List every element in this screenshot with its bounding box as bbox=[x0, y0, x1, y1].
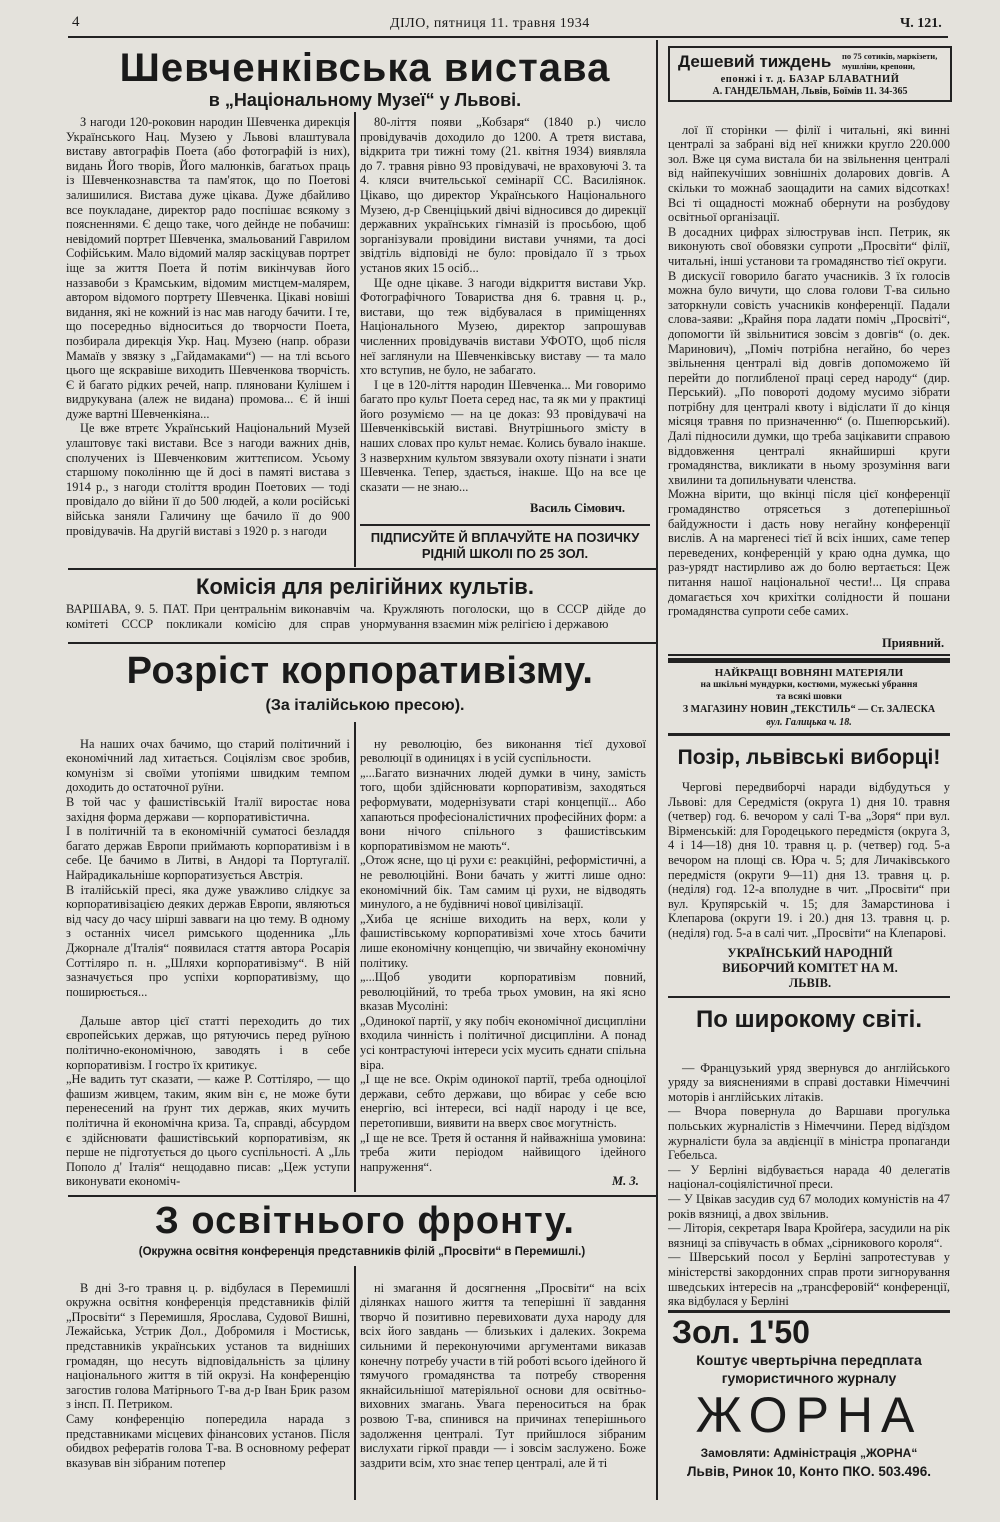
column-rule bbox=[354, 1266, 356, 1500]
zhorna-name-text: ЖОРНА bbox=[695, 1387, 923, 1443]
education-title: З освітнього фронту. bbox=[155, 1200, 575, 1242]
education-subtitle: (Окружна освітня конференція представників філій „Просвіти“ в Перемишлі.) bbox=[138, 1246, 586, 1258]
paragraph: — Французький уряд звернувся до англійського уряду за вияснениями в справі доставки Німеччині моторів і англійських літаків. — Вчора повернула до Варшави прогулька польських журналістів з Німеччини. Перед відїздом журналісти була за авдієнції в міністра пропаганди Гебельса. — У Берліні відбувається нарада 40 делегатів націонал-соціялістичної преси. — У Цвікав засудив суд 67 молодих комуністів на 47 років вязниці, а двох звільнив. — Літорія, секретаря Івара Кройґера, засудили на рік вязниці за співучасть в обмах „сірникового короля“. — Шверський посол у Берліні запротестував у міністерстві закордонних справ проти зигнорування шведських інтересів на „трансферовій“ конференції, яка відбулася у Берліні bbox=[668, 1060, 950, 1308]
section-rule bbox=[68, 1195, 656, 1197]
cheap-week-title: Дешевий тиждень bbox=[678, 52, 832, 71]
education-signature: Приявний. bbox=[882, 636, 945, 650]
paragraph: 80-ліття появи „Кобзаря“ (1840 р.) число провідувачів доходило до 1200. А третя вистава, відкрита три тижні тому (21. квітня 1934) виявляла до 7. травня рівно 93 провідувачі, не враховуючі 3. та 4. кляси вчительської семінарії СС. Василіянок. Цікаво, що директор Українського Національного Музею, д-р Свенціцький двічі відносився до дирекції державних українських гімназій із просьбою, щоб зорганізували провідини вистави учнями, та досі звідтіль відповіді не було: провідало її з трьох установ яких 15 осіб... bbox=[360, 115, 646, 275]
corporatism-signature: М. З. bbox=[612, 1174, 639, 1188]
section-rule bbox=[668, 1310, 950, 1313]
zhorna-price: Зол. 1'50 bbox=[672, 1314, 810, 1350]
shevchenko-signature: Василь Сімович. bbox=[530, 501, 626, 515]
zhorna-line3: Замовляти: Адміністрація „ЖОРНА“ bbox=[700, 1446, 918, 1460]
textile-line5: вул. Галицька ч. 18. bbox=[766, 717, 852, 728]
education-col1 bbox=[66, 1266, 350, 1498]
notice-rule bbox=[360, 524, 650, 526]
section-rule bbox=[668, 996, 950, 998]
paragraph: З нагоди 120-роковин народин Шевченка дирекція Українського Нац. Музею у Львові влаштувала виставу автографів Поета (або фотографій із них), видань Його творів, Його малюнків, багатьох праць із Шевченкознавства та пам'яток, що по Поетові залишилися. Вистава дуже цікава. Дуже дбайливо все поукладане, директор радо поспішає всякому з поясненнями. Є дещо таке, чого дейнде не побачиш: невідомий портрет Шевченка, змальований Гаврилом Софійським. Мало відомий маляр заскіцував портрет іще за життя Поета й потім викінчував його наззавоби з Крамським, відомим мистцем-малярем, автором відомого портрету Шевченка. Цікаві новіші видання, які не кожний із нас мав нагоду бачити. І те, що посередньо відноситься до творчости Поета, позбирала дирекція Укр. Нац. Музею (напр. образи Мамаїв у звязку з „Гайдамаками“) — на тлі всього цього ще яскравіше виходить Шевченкова творчість. Є й багато рідких речей, напр. пляновани Кулішем і видрукувана (алеж не видана) промова... Є й інші дуже вартні Шевченкіяна... bbox=[66, 115, 350, 421]
education-col3 bbox=[668, 108, 950, 643]
cheap-week-ad bbox=[668, 46, 952, 102]
paragraph: В дні 3-го травня ц. р. відбулася в Перемишлі окружна освітня конференція представників філій „Просвіти“ з Перемишля, Ярослава, Судової Вишні, Лежайська, Устрик Дол., Добромиля і Мостиськ, представників українських установ та видніших громадян, що несуть відповідальність за цілину національного життя в тій окрузі. На конференцію загостив голова Матірнього Т-ва д-р Іван Брик разом з інсп. П. Петриком. Саму конференцію попередила нарада з представниками місцевих фінансових установ. Після обидвох рефератів голова Т-ва. В основному реферат вказував він зібраним потепер bbox=[66, 1280, 350, 1470]
textile-ad bbox=[668, 658, 950, 736]
issue-number: Ч. 121. bbox=[900, 16, 942, 31]
column-rule bbox=[354, 722, 356, 1192]
cheap-week-side: по 75 сотиків, маркізети, мушліни, крепони, bbox=[842, 51, 938, 71]
textile-line2: на шкільні мундурки, костюми, мужеські убрання bbox=[700, 680, 918, 690]
paragraph: На наших очах бачимо, що старий політичний і економічний лад хитається. Соціялізм своє зробив, комунізм зі своїми утопіями швидким темпом доходить до остаточної руїни. В той час у фашистівській Італії виростає нова західня форма держави — корпоративістична. І в політичній та в економічній суматосі безладдя багато держав Европи приймають корпоративізм і в себе. Це бачимо в Литві, в Андорі та Португалії. Найрадикальніше корпоратизується Австрія. В італійській пресі, яка дуже уважливо слідкує за корпоративізацією деяких держав Европи, являються від часу до часу шірші завваги на цю тему. В одному з останніх чисел римського щоденника „Іль Джорнале д'Італія“ появилася стаття автора Росарія Соттіляро п. н. „Шляхи корпоративізму“. В ній зазначується про успіхи корпоративізму, що поширюється... bbox=[66, 736, 350, 999]
corporatism-col2 bbox=[360, 722, 646, 1174]
zhorna-line2: гумористичного журналу bbox=[721, 1370, 897, 1386]
corporatism-title: Розріст корпоративізму. bbox=[126, 650, 594, 692]
textile-line3: та всякі шовки bbox=[776, 692, 842, 702]
paragraph: Дальше автор цієї статті переходить до тих європейських держав, що рятуючись перед руїною політично-економічною, заводять і в себе корпоративізм. І гостро їх критикує. „Не вадить тут сказати, — каже Р. Соттіляро, — що фашизм живцем, таким, яким він є, не може бути перенесений на ґрунт тих держав, яких мучить політична й економічна криза. Та, справді, абсурдом є здійснювати фашистівський корпоративізм, як перше не підготується до цього суспільності. А „Іль Пополо д' Італія“ нещодавно писав: „Цеж уступи виконувати економіч- bbox=[66, 1013, 350, 1189]
textile-line1: НАЙКРАЩІ ВОВНЯНІ МАТЕРІЯЛИ bbox=[714, 667, 904, 679]
subscribe-notice: ПІДПИСУЙТЕ Й ВПЛАЧУЙТЕ НА ПОЗИЧКУ РІДНІЙ ШКОЛІ ПО 25 ЗОЛ. bbox=[370, 530, 640, 561]
cheap-week-line3: А. ГАНДЕЛЬМАН, Львів, Боїмів 11. 34-365 bbox=[712, 86, 908, 97]
commission-title: Комісія для релігійних культів. bbox=[196, 574, 534, 599]
world-title: По широкому світі. bbox=[695, 1006, 922, 1033]
world-text bbox=[668, 1046, 950, 1308]
zhorna-name bbox=[668, 1386, 950, 1444]
column-rule bbox=[354, 112, 356, 567]
voters-title: Позір, львівські виборці! bbox=[677, 746, 941, 769]
masthead: ДІЛО, пятниця 11. травня 1934 bbox=[390, 16, 590, 31]
section-rule bbox=[668, 654, 950, 656]
paragraph: Це вже втретє Український Національний Музей улаштовує такі вистави. Все з нагоди важних днів, сполучених із Шевченковим життєписом. Усьому старшому поколінню ще й досі в памяті вистава з 1914 р., з нагоди століття вродин Поетових — тоді провідало до війни її до 500 людей, а коли російські війська заняли Галичину ще бачило її до 900 провідувачів. На другій виставі з 1920 р. з нагоди bbox=[66, 421, 350, 538]
voters-committee: УКРАЇНСЬКИЙ НАРОДНІЙ ВИБОРЧИЙ КОМІТЕТ НА М. ЛЬВІВ. bbox=[722, 946, 898, 990]
paragraph: ну революцію, без виконання тієї духової революції в одиницях і в усій суспільности. „...Багато визначних людей думки в чину, замість того, щоби здійснювати корпоративізм, заходяться реформувати, модернізувати старі концепції... Або хапаються професіоналістичних професійних форм: а вони нічого спільного з фашистівським корпоративізмом не мають“. „Отож ясне, що ці рухи є: реакційні, реформістичні, а не революційні. Вони бачать у житті лише одно: економічний бік. Там самим ці рухи, не відводять минулого, а не будівничі нової цивілізації. „Хиба це ясніше виходить на верх, коли у фашистівському корпоративізмі хоче хтось бачити лише економічну концепцію, чи звичайну економічну політику. „...Щоб уводити корпоративізм повний, революційний, то треба трьох умовин, на які ясно вказав Мусоліні: „Одинокої партії, у яку побіч економічної дисципліни входила чинність і політичної дисципліни. А понад усі контрастуючі інтереси усіх мусить єднати спільна віра. „І ще не все. Окрім одинокої партії, треба одноцілої держави, себто держави, що вбирає у себе всю енергію, всі інтереси, всі надії народу і це все, перетопивши, виявити на вверх своє могутність. „І ще не все. Третя й остання й найважніша умовина: треба жити періодом найвищого ідейного напруження“. bbox=[360, 736, 646, 1174]
main-column-rule bbox=[656, 40, 658, 1500]
commission-col1: ВАРШАВА, 9. 5. ПАТ. При центральнім виконавчім комітеті СССР покликали комісію для справ bbox=[66, 602, 350, 631]
commission-col2: ча. Кружляють поголоски, що в СССР дійде до унормування взаємин між релігією і державою bbox=[360, 602, 646, 631]
voters-text: Чергові передвиборчі наради відбудуться у Львові: для Середмістя (округа 1) дня 10. травня (четвер) год. 6. вечором у салі Т-ва „Зоря“ при вул. Вірменській: для Городецького передмістя (округа 3, 4 і 14—18) дня 10. травня ц. р. (четвер) год. 5-а вечором на площі св. Юра ч. 5; для Личаківського передмістя (округи 9—11) дня 13. травня ц. р. (неділя) год. 12-а вполудне в чит. „Просвіти“ при вул. Крупярській ч. 15; для Замарстинова і Клепарова (округи 19. і 20.) дня 13. травня ц. р. (неділя) год. 5-а в салі чит. „Просвіти“ на Клепарові. bbox=[668, 780, 950, 940]
page-number: 4 bbox=[72, 14, 80, 30]
cheap-week-line2: епонжі і т. д. БАЗАР БЛАВАТНИЙ bbox=[720, 74, 900, 85]
paragraph: ні змагання й досягнення „Просвіти“ на всіх ділянках нашого життя та теперішні її завдання творчо й позитивно перевиховати духа народу для всіх його завдань — близьких і далеких. Зокрема сильними й переконуючими аргументами виказав конечну потребу участи в тій роботі всього ідейного й тямучого громадянства та потребу створення якнайсильнішої матеріяльної основи для освітньо-виховних змагань. Увага переноситься на брак розвою Т-ва, спинився на причинах теперішнього задолження централі. Тут прийшлося зібраним вислухати гіркої правди — і зовсім заслужено. Боже заздрити всім, хто знає тепер централі, але й ті bbox=[360, 1280, 646, 1470]
education-col2 bbox=[360, 1266, 646, 1498]
paragraph: Ще одне цікаве. З нагоди відкриття вистави Укр. Фотографічного Товариства дня 6. травня ц. р., вистави, що теж відбувалася в приміщеннях Національного Музею, директор запрошував численних провідувачів вистави УФОТО, щоб після неї заглянули на Шевченківську виставу — та мало хто вступив, не було, не забагато. bbox=[360, 275, 646, 378]
header-rule bbox=[68, 36, 948, 38]
paragraph: І це в 120-ліття народин Шевченка... Ми говоримо багато про культ Поета серед нас, та як ми у практиці його розуміємо — на це доказ: 93 провідувачі на Шевченківській виставі. Внутрішнього змісту в наших словах про культ немає. Колись бувало інакше. З назверхним культом звязували охоту пізнати і знати Шевченка. Тепер, здається, інакше. Що на все це сказати — не знаю... bbox=[360, 377, 646, 493]
shevchenko-col2 bbox=[360, 115, 646, 493]
section-rule bbox=[68, 642, 656, 644]
shevchenko-col1 bbox=[66, 115, 350, 563]
zhorna-line4: Львів, Ринок 10, Конто ПКО. 503.496. bbox=[687, 1464, 931, 1479]
textile-line4: З МАГАЗИНУ НОВИН „ТЕКСТИЛЬ“ — Ст. ЗАЛЕСКА bbox=[682, 704, 936, 715]
shevchenko-title: Шевченківська вистава bbox=[119, 46, 611, 90]
section-rule bbox=[68, 568, 656, 570]
shevchenko-subtitle: в „Національному Музеї“ у Львові. bbox=[208, 90, 522, 110]
corporatism-col1 bbox=[66, 722, 350, 1192]
zhorna-line1: Коштує чвертьрічна передплата bbox=[696, 1352, 922, 1368]
corporatism-subtitle: (За італійською пресою). bbox=[265, 697, 465, 714]
paragraph: лої її сторінки — філії і читальні, які винні централі за забрані від неї книжки кругло 220.000 зол. Вже ця сума вистала би на звільнення централі від найпекучіших зовнішніх доларових довгів. А скільки то можнаб заощадити на самих відсотках! Всі ті ощадності можнаб обернути на розбудову освітньої організації. В досадних цифрах зілюстрував інсп. Петрик, як виконують свої обовязки супроти „Просвіти“ філії, читальні, інші установи та громадянство тієї округи. В дискусії говорило багато учасників. З їх голосів можна було вичути, що слова голови Т-ва сильно заторкнули совість учасників конференції. Падали слова-заяви: „Крайня пора ладати поміч „Просвіті“, допомогти їй звільнитися зовсім з довгів“ (о. дек. Маринович), „Поміч потрібна негайно, бо через звільнення централі від довгів допоможемо їй перейти до поглибленої праці серед народу“ (дир. Перський). „По повороті додому мусимо зібрати потрібну для централі квоту і відіслати її до кінця місяця травня по призначенню“ (о. Пшепюрський). Далі підносили думки, що треба зацікавити справою віддовження централі якнайширші круги громадянства, викликати в ньому зрозуміння ваги хвилини та допильнувати членства. Можна вірити, що вкінці після цієї конференції громадянство отрясеться з дотеперішньої байдужности і дасть нову негайну конференції вислів. А на маргенесі тієї й всіх інших, саме тепер переведених, конференцій у краю одна думка, що раз-урядт настирливо аж до болю вертається: Цеж питання нашої національної чести!... Ця справа домагається хоч крихітки солідности й пошани громадянства супроти себе самих. bbox=[668, 122, 950, 619]
